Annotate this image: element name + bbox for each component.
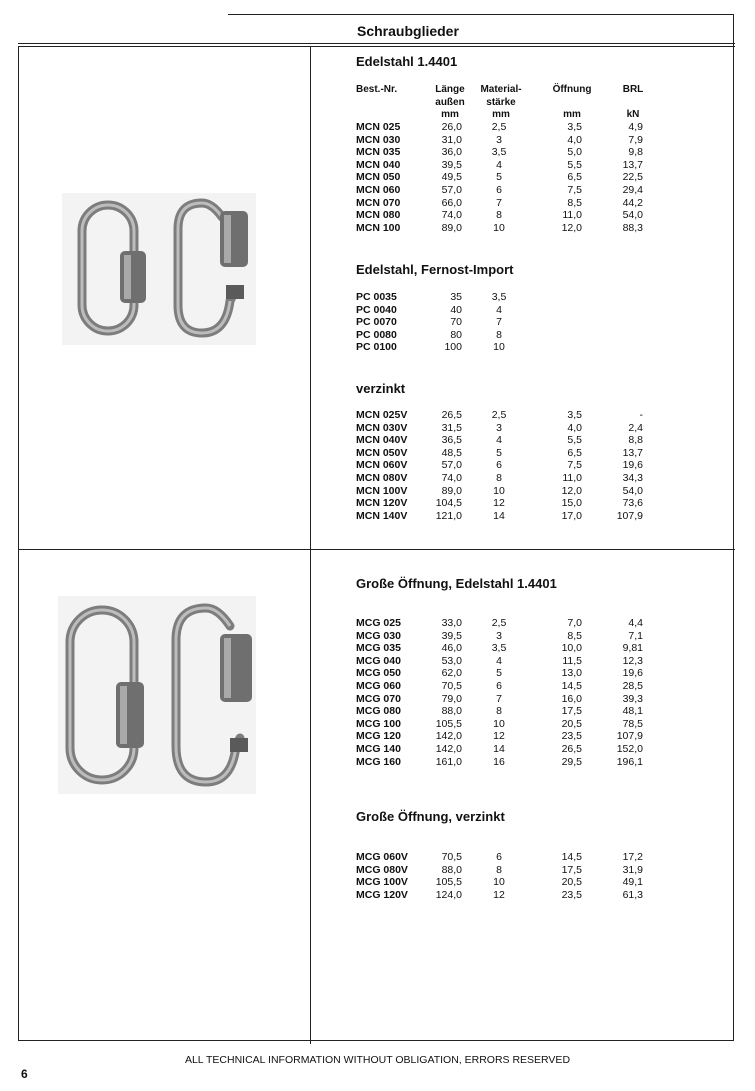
material-thickness: 3,5 [491,146,507,159]
header-oeffnung-3: mm [563,109,581,120]
length-outer: 161,0 [435,755,462,768]
article-number: MCG 140 [356,742,401,755]
article-number: MCG 025 [356,617,401,629]
breaking-load: 44,2 [622,196,643,209]
length-outer: 121,0 [435,509,462,522]
header-material [472,84,530,122]
length-outer: 105,5 [435,876,462,889]
article-number: MCN 080 [356,209,401,222]
opening: 17,5 [561,863,582,876]
length-outer: 70 [450,316,462,329]
breaking-load: 61,3 [622,888,643,901]
opening: 29,5 [561,755,582,768]
length-outer: 74,0 [441,209,462,222]
header-oeffnung-1: Öffnung [552,84,592,95]
header-best: Best.-Nr. [356,84,398,95]
article-number: MCG 080V [356,863,408,876]
breaking-load: 9,8 [628,146,643,159]
length-outer: 62,0 [441,667,462,680]
length-outer: 48,5 [441,446,462,459]
material-thickness: 12 [493,497,505,510]
breaking-load: - [639,409,643,421]
breaking-load: 4,9 [628,121,643,133]
header-oeffnung [546,84,598,122]
material-thickness: 6 [496,183,502,196]
page-number: 6 [21,1067,28,1081]
breaking-load: 73,6 [622,497,643,510]
article-number: MCN 120V [356,497,408,510]
quick-link-photo-large-opening [58,596,256,794]
article-number: MCN 035 [356,146,401,159]
material-thickness: 10 [493,484,505,497]
section-title: Große Öffnung, Edelstahl 1.4401 [356,576,557,591]
opening: 5,5 [567,158,582,171]
opening: 8,5 [567,196,582,209]
material-thickness: 7 [496,692,502,705]
length-outer: 142,0 [435,742,462,755]
length-outer: 35 [450,291,462,303]
length-outer: 36,5 [441,434,462,447]
material-thickness: 8 [496,471,502,484]
article-number: MCN 100V [356,484,408,497]
material-thickness: 8 [496,209,502,222]
opening: 20,5 [561,876,582,889]
material-thickness: 16 [493,755,505,768]
opening: 12,0 [561,221,582,234]
material-thickness: 3 [496,133,502,146]
opening: 4,0 [567,133,582,146]
article-number: MCG 080 [356,705,401,718]
header-laenge-2: außen [435,96,465,108]
article-number: MCG 070 [356,692,401,705]
article-number: MCN 025 [356,121,401,133]
opening: 6,5 [567,171,582,184]
length-outer: 39,5 [441,158,462,171]
article-number: MCG 035 [356,642,401,655]
material-thickness: 12 [493,730,505,743]
opening: 14,5 [561,851,582,863]
opening: 15,0 [561,497,582,510]
length-outer: 26,0 [441,121,462,133]
opening: 5,0 [567,146,582,159]
material-thickness: 2,5 [491,409,507,421]
material-thickness: 3,5 [491,642,507,655]
article-number: MCN 040V [356,434,408,447]
article-number: MCN 070 [356,196,401,209]
material-thickness: 10 [493,717,505,730]
length-outer: 88,0 [441,863,462,876]
article-number: MCG 040 [356,654,401,667]
material-thickness: 2,5 [491,121,507,133]
breaking-load: 7,9 [628,133,643,146]
length-outer: 124,0 [435,888,462,901]
opening: 14,5 [561,679,582,692]
opening: 23,5 [561,888,582,901]
header-brl-3: kN [626,109,640,120]
length-outer: 70,5 [441,679,462,692]
opening: 20,5 [561,717,582,730]
article-number: MCG 160 [356,755,401,768]
length-outer: 39,5 [441,629,462,642]
opening: 11,5 [562,654,582,667]
breaking-load: 12,3 [622,654,643,667]
opening: 7,5 [567,183,582,196]
breaking-load: 54,0 [622,484,643,497]
length-outer: 70,5 [441,851,462,863]
length-outer: 31,5 [441,421,462,434]
opening: 16,0 [561,692,582,705]
opening: 6,5 [567,446,582,459]
material-thickness: 7 [496,196,502,209]
header-brl-1: BRL [622,84,644,95]
article-number: MCG 060V [356,851,408,863]
length-outer: 105,5 [435,717,462,730]
breaking-load: 31,9 [622,863,643,876]
opening: 13,0 [561,667,582,680]
opening: 26,5 [561,742,582,755]
material-thickness: 14 [493,509,505,522]
article-number: MCN 100 [356,221,401,234]
opening: 11,0 [562,209,582,222]
article-number: PC 0070 [356,316,397,329]
header-laenge-1: Länge [435,84,465,95]
length-outer: 53,0 [441,654,462,667]
column-divider [310,46,311,1044]
section-title: Edelstahl 1.4401 [356,54,458,69]
material-thickness: 8 [496,705,502,718]
material-thickness: 10 [493,876,505,889]
article-number: MCG 120 [356,730,401,743]
article-number: MCN 140V [356,509,408,522]
breaking-load: 54,0 [622,209,643,222]
length-outer: 80 [450,328,462,341]
opening: 17,0 [561,509,582,522]
opening: 23,5 [561,730,582,743]
quick-link-photo-standard [62,193,256,345]
length-outer: 89,0 [441,484,462,497]
breaking-load: 22,5 [622,171,643,184]
article-number: MCN 030V [356,421,408,434]
article-number: MCG 120V [356,888,408,901]
length-outer: 57,0 [441,459,462,472]
material-thickness: 4 [496,434,502,447]
breaking-load: 4,4 [628,617,643,629]
material-thickness: 8 [496,863,502,876]
section-divider [18,549,735,550]
length-outer: 46,0 [441,642,462,655]
article-number: MCG 060 [356,679,401,692]
length-outer: 100 [444,341,462,354]
header-material-1: Material- [480,84,522,95]
length-outer: 104,5 [435,497,462,510]
length-outer: 142,0 [435,730,462,743]
length-outer: 79,0 [441,692,462,705]
length-outer: 33,0 [441,617,462,629]
frame-bottom [18,1040,734,1041]
header-brl [614,84,652,122]
material-thickness: 10 [493,221,505,234]
frame-left [18,46,19,1041]
breaking-load: 39,3 [622,692,643,705]
length-outer: 66,0 [441,196,462,209]
article-number: PC 0080 [356,328,397,341]
material-thickness: 4 [496,158,502,171]
header-material-3: mm [492,109,510,120]
opening: 11,0 [562,471,582,484]
article-number: MCN 050V [356,446,408,459]
opening: 7,5 [567,459,582,472]
opening: 3,5 [567,121,582,133]
material-thickness: 3,5 [491,291,507,303]
opening: 10,0 [561,642,582,655]
material-thickness: 5 [496,667,502,680]
section-title: verzinkt [356,381,406,396]
breaking-load: 9,81 [622,642,643,655]
breaking-load: 19,6 [622,459,643,472]
article-number: MCN 025V [356,409,408,421]
length-outer: 88,0 [441,705,462,718]
disclaimer-footer: ALL TECHNICAL INFORMATION WITHOUT OBLIGATION, ERRORS RESERVED [184,1054,571,1066]
opening: 12,0 [561,484,582,497]
material-thickness: 5 [496,171,502,184]
article-number: MCN 040 [356,158,401,171]
title-underline-2 [18,46,735,47]
article-number: MCG 030 [356,629,401,642]
article-number: MCG 050 [356,667,401,680]
article-number: MCN 050 [356,171,401,184]
breaking-load: 28,5 [622,679,643,692]
material-thickness: 4 [496,654,502,667]
breaking-load: 78,5 [622,717,643,730]
opening: 8,5 [567,629,582,642]
breaking-load: 48,1 [622,705,643,718]
section-title: Edelstahl, Fernost-Import [356,262,514,277]
breaking-load: 7,1 [628,629,643,642]
article-number: PC 0100 [356,341,397,354]
breaking-load: 34,3 [622,471,643,484]
length-outer: 36,0 [441,146,462,159]
material-thickness: 7 [496,316,502,329]
length-outer: 40 [450,303,462,316]
breaking-load: 49,1 [622,876,643,889]
opening: 3,5 [567,409,582,421]
material-thickness: 12 [493,888,505,901]
header-laenge-3: mm [441,109,459,120]
length-outer: 74,0 [441,471,462,484]
material-thickness: 6 [496,459,502,472]
breaking-load: 13,7 [622,158,643,171]
header-laenge [425,84,475,122]
length-outer: 57,0 [441,183,462,196]
length-outer: 49,5 [441,171,462,184]
material-thickness: 3 [496,421,502,434]
material-thickness: 8 [496,328,502,341]
article-number: MCN 060 [356,183,401,196]
length-outer: 31,0 [441,133,462,146]
frame-right [733,14,734,1041]
material-thickness: 6 [496,851,502,863]
article-number: MCN 030 [356,133,401,146]
breaking-load: 19,6 [622,667,643,680]
opening: 7,0 [567,617,582,629]
opening: 5,5 [567,434,582,447]
article-number: MCG 100 [356,717,401,730]
article-number: MCN 060V [356,459,408,472]
length-outer: 89,0 [441,221,462,234]
header-material-2: stärke [486,96,516,108]
breaking-load: 88,3 [622,221,643,234]
breaking-load: 29,4 [622,183,643,196]
section-title: Große Öffnung, verzinkt [356,809,505,824]
breaking-load: 196,1 [616,755,643,768]
breaking-load: 2,4 [628,421,643,434]
article-number: PC 0035 [356,291,397,303]
breaking-load: 13,7 [622,446,643,459]
material-thickness: 5 [496,446,502,459]
breaking-load: 17,2 [622,851,643,863]
page-title: Schraubglieder [357,23,459,39]
breaking-load: 107,9 [616,730,643,743]
opening: 17,5 [561,705,582,718]
material-thickness: 4 [496,303,502,316]
article-number: PC 0040 [356,303,397,316]
material-thickness: 2,5 [491,617,507,629]
length-outer: 26,5 [441,409,462,421]
breaking-load: 152,0 [616,742,643,755]
material-thickness: 10 [493,341,505,354]
opening: 4,0 [567,421,582,434]
material-thickness: 6 [496,679,502,692]
article-number: MCG 100V [356,876,408,889]
article-number: MCN 080V [356,471,408,484]
top-rule [228,14,733,15]
material-thickness: 14 [493,742,505,755]
material-thickness: 3 [496,629,502,642]
breaking-load: 8,8 [628,434,643,447]
title-underline [18,43,735,44]
breaking-load: 107,9 [616,509,643,522]
